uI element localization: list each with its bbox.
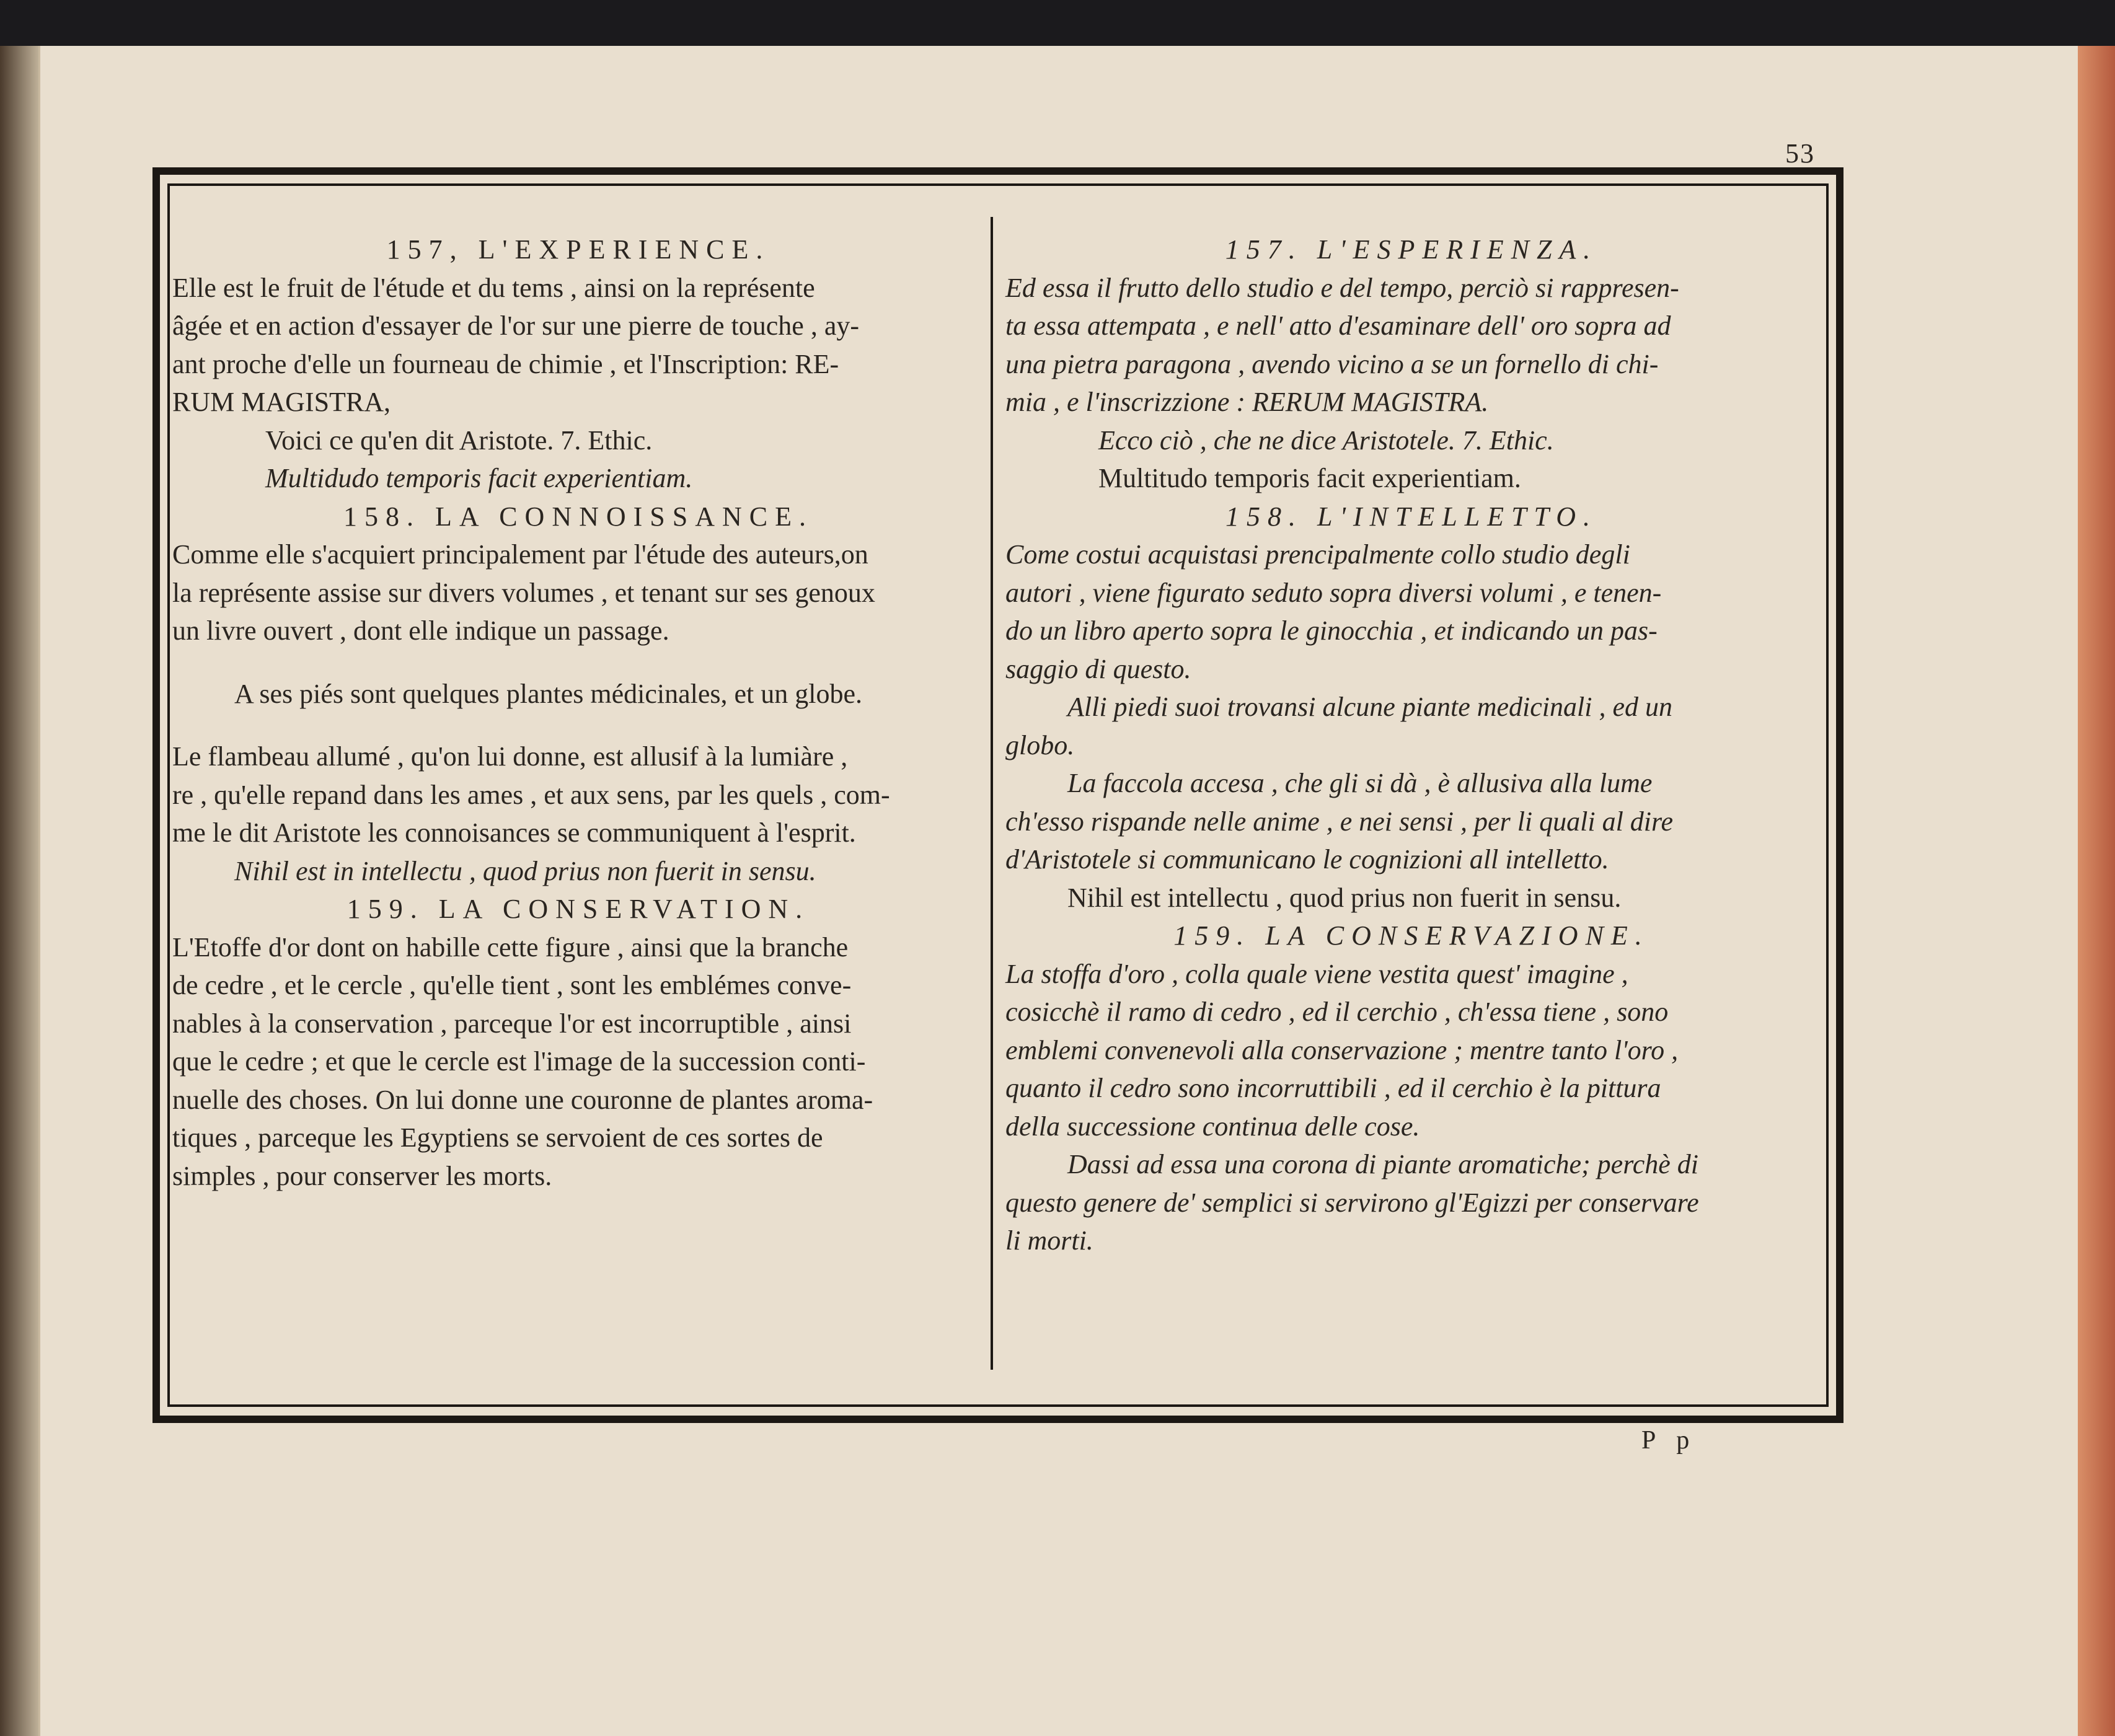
text-line: La faccola accesa , che gli si dà , è allusiva alla lume [1067,768,1653,798]
section-heading: 157. L'ESPERIENZA. [1225,234,1598,265]
text-line: do un libro aperto sopra le ginocchia , et indicando un pas- [1005,615,1658,646]
text-line: tiques , parceque les Egyptiens se servoient de ces sortes de [172,1122,823,1153]
text-line: della successione continua delle cose. [1005,1111,1420,1142]
text-line: me le dit Aristote les connoisances se communiquent à l'esprit. [172,817,856,848]
text-line: cosicchè il ramo di cedro , ed il cerchio , ch'essa tiene , sono [1005,997,1669,1027]
quote-intro: Ecco ciò , che ne dice Aristotele. 7. Ethic. [1098,425,1554,456]
text-line: A ses piés sont quelques plantes médicinales, et un globe. [234,678,863,709]
page-edge [2078,46,2115,1736]
text-line: un livre ouvert , dont elle indique un passage. [172,615,669,646]
text-line: Le flambeau allumé , qu'on lui donne, est allusif à la lumiàre , [172,741,848,772]
page-number: 53 [1785,138,1815,169]
section-heading: 158. L'INTELLETTO. [1225,501,1597,532]
text-line: Dassi ad essa una corona di piante aromatiche; perchè di [1067,1149,1698,1179]
quote-intro: Voici ce qu'en dit Aristote. 7. Ethic. [265,425,653,456]
text-line: autori , viene figurato seduto sopra diversi volumi , e tenen- [1005,577,1662,608]
text-line: L'Etoffe d'or dont on habille cette figure , ainsi que la branche [172,932,849,963]
section-heading: 157, L'EXPERIENCE. [386,234,770,265]
text-line: Come costui acquistasi prencipalmente collo studio degli [1005,539,1630,570]
text-line: ch'esso rispande nelle anime , e nei sensi , per li quali al dire [1005,806,1674,837]
text-line: la représente assise sur divers volumes , et tenant sur ses genoux [172,577,875,608]
text-line: globo. [1005,729,1075,760]
text-line: Ed essa il frutto dello studio e del tempo, perciò si rappresen- [1005,272,1679,303]
text-line: questo genere de' semplici si servirono gl'Egizzi per conservare [1005,1187,1699,1218]
text-line: una pietra paragona , avendo vicino a se un fornello di chi- [1005,348,1659,379]
text-line: de cedre , et le cercle , qu'elle tient , sont les emblémes conve- [172,970,852,1000]
book-gutter [0,46,43,1736]
latin-quote: Nihil est in intellectu , quod prius non fuerit in sensu. [234,855,816,886]
section-heading: 158. LA CONNOISSANCE. [343,501,814,532]
column-divider [991,217,993,1370]
latin-quote: Multidudo temporis facit experientiam. [265,463,693,493]
text-line: re , qu'elle repand dans les ames , et aux sens, par les quels , com- [172,779,890,810]
text-line: simples , pour conserver les morts. [172,1160,552,1191]
text-line: que le cedre ; et que le cercle est l'image de la succession conti- [172,1046,866,1077]
text-line: d'Aristotele si communicano le cognizioni all intelletto. [1005,844,1609,875]
text-line: La stoffa d'oro , colla quale viene vestita quest' imagine , [1005,958,1628,989]
text-line: ta essa attempata , e nell' atto d'esaminare dell' oro sopra ad [1005,311,1671,341]
signature-mark: P p [1641,1426,1697,1455]
text-line: saggio di questo. [1005,653,1191,684]
text-line: Elle est le fruit de l'étude et du tems , ainsi on la représente [172,272,815,303]
text-line: ant proche d'elle un fourneau de chimie , et l'Inscription: RE- [172,348,839,379]
french-column [172,231,984,1195]
text-line: nuelle des choses. On lui donne une couronne de plantes aroma- [172,1084,873,1115]
section-heading: 159. LA CONSERVATION. [347,894,810,924]
latin-quote: Multitudo temporis facit experientiam. [1098,463,1521,493]
italian-column [1005,231,1817,1260]
latin-quote: Nihil est intellectu , quod prius non fuerit in sensu. [1067,882,1622,913]
text-line: mia , e l'inscrizzione : RERUM MAGISTRA. [1005,387,1489,417]
text-line: âgée et en action d'essayer de l'or sur une pierre de touche , ay- [172,311,860,341]
text-line: RUM MAGISTRA, [172,387,391,417]
text-line: emblemi convenevoli alla conservazione ; mentre tanto l'oro , [1005,1034,1679,1065]
text-line: li morti. [1005,1225,1093,1256]
section-heading: 159. LA CONSERVAZIONE. [1173,920,1649,951]
text-line: Comme elle s'acquiert principalement par l'étude des auteurs,on [172,539,868,570]
text-line: quanto il cedro sono incorruttibili , ed il cerchio è la pittura [1005,1073,1661,1103]
text-line: Alli piedi suoi trovansi alcune piante medicinali , ed un [1067,692,1672,722]
text-line: nables à la conservation , parceque l'or est incorruptible , ainsi [172,1008,852,1039]
